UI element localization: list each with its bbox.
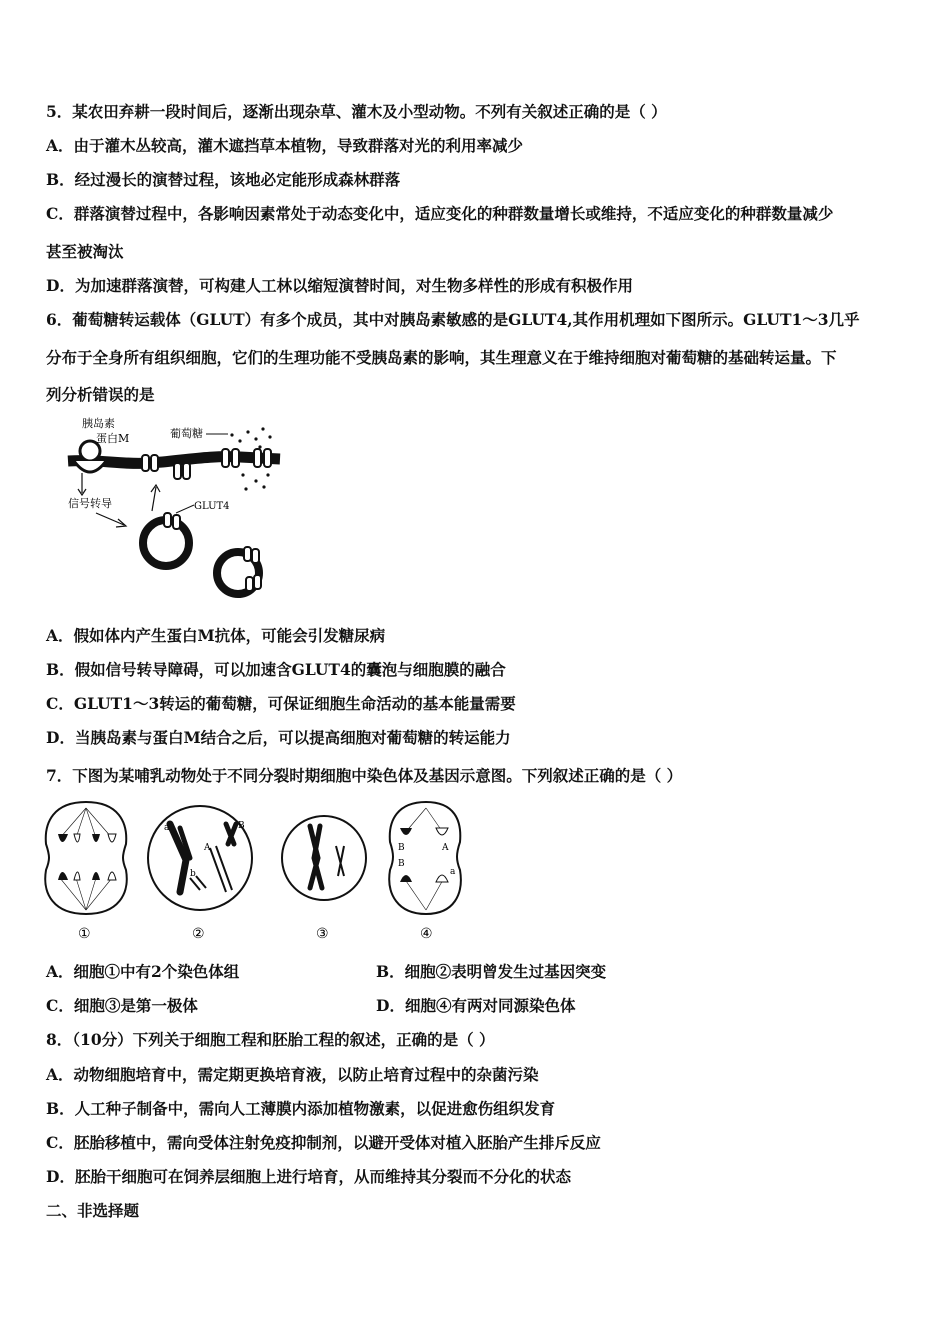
label-protein-m: 蛋白M [96,432,130,445]
q8-option-d: D．胚胎干细胞可在饲养层细胞上进行培育，从而维持其分裂而不分化的状态 [46,1167,571,1186]
cell-4-gene-A: A [442,843,449,853]
q6-stem-2: 分布于全身所有组织细胞，它们的生理功能不受胰岛素的影响，其生理意义在于维持细胞对葡萄糖的基础转运量。下 [46,348,837,367]
cell-1-label: ① [78,926,91,942]
label-glut4: GLUT4 [194,501,230,512]
q8-option-a: A．动物细胞培育中，需定期更换培育液，以防止培育过程中的杂菌污染 [46,1065,539,1084]
label-glucose: 葡萄糖 [170,427,203,440]
cell-4-gene-B1: B [398,843,405,853]
cell-4-gene-B2: B [398,859,405,869]
cell-2 [148,806,252,942]
q6-option-c: C．GLUT1～3转运的葡萄糖，可保证细胞生命活动的基本能量需要 [46,694,516,713]
q7-option-c: C．细胞③是第一极体 [46,996,198,1015]
q5-stem: 5．某农田弃耕一段时间后，逐渐出现杂草、灌木及小型动物。不列有关叙述正确的是（ ） [46,102,667,121]
glut4-mechanism-figure [60,415,290,605]
glut4-in-membrane-1 [142,455,158,471]
q6-option-d: D．当胰岛素与蛋白M结合之后，可以提高细胞对葡萄糖的转运能力 [46,728,511,747]
cell-4-gene-a: a [450,867,456,877]
q8-option-b: B．人工种子制备中，需向人工薄膜内添加植物激素，以促进愈伤组织发育 [46,1099,556,1118]
cell-division-figure [40,798,480,946]
q7-option-d: D．细胞④有两对同源染色体 [376,996,576,1015]
q5-option-a: A．由于灌木丛较高，灌木遮挡草本植物，导致群落对光的利用率减少 [46,136,524,155]
cell-3 [282,816,366,942]
cell-3-label: ③ [316,926,329,942]
cell-2-gene-b: b [190,869,196,879]
q8-option-c: C．胚胎移植中，需向受体注射免疫抑制剂，以避开受体对植入胚胎产生排斥反应 [46,1133,601,1152]
q6-option-a: A．假如体内产生蛋白M抗体，可能会引发糖尿病 [46,626,386,645]
q5-option-b: B．经过漫长的演替过程，该地必定能形成森林群落 [46,170,401,189]
q8-stem: 8．（10分）下列关于细胞工程和胚胎工程的叙述，正确的是（ ） [46,1030,495,1049]
q5-option-c-cont: 甚至被淘汰 [46,242,124,261]
cell-4-label: ④ [420,926,433,942]
cell-4 [389,802,461,942]
q6-stem-1: 6．葡萄糖转运载体（GLUT）有多个成员，其中对胰岛素敏感的是GLUT4,其作用机理如下图所示。GLUT1～3几乎 [46,310,860,329]
cell-2-gene-a: a [164,823,170,833]
glut4-pointer [176,505,194,513]
q7-option-a: A．细胞①中有2个染色体组 [46,962,240,981]
cell-2-label: ② [192,926,205,942]
q5-option-d: D．为加速群落演替，可构建人工林以缩短演替时间，对生物多样性的形成有积极作用 [46,276,633,295]
cell-2-gene-A: A [204,843,211,853]
cell-2-gene-B: B [238,821,245,831]
label-insulin: 胰岛素 [82,417,115,430]
q7-option-b: B．细胞②表明曾发生过基因突变 [376,962,607,981]
cell-1 [45,802,126,942]
q7-stem: 7．下图为某哺乳动物处于不同分裂时期细胞中染色体及基因示意图。下列叙述正确的是（ ） [46,766,683,785]
q5-option-c: C．群落演替过程中，各影响因素常处于动态变化中，适应变化的种群数量增长或维持，不适应变化的种群数量减少 [46,204,834,223]
q6-stem-3: 列分析错误的是 [46,385,155,404]
q6-option-b: B．假如信号转导障碍，可以加速含GLUT4的囊泡与细胞膜的融合 [46,660,506,679]
protein-m-receptor [74,461,106,472]
arrow-to-vesicle [96,513,124,525]
section-heading-nonchoice: 二、非选择题 [46,1201,140,1220]
label-signal: 信号转导 [68,497,112,510]
